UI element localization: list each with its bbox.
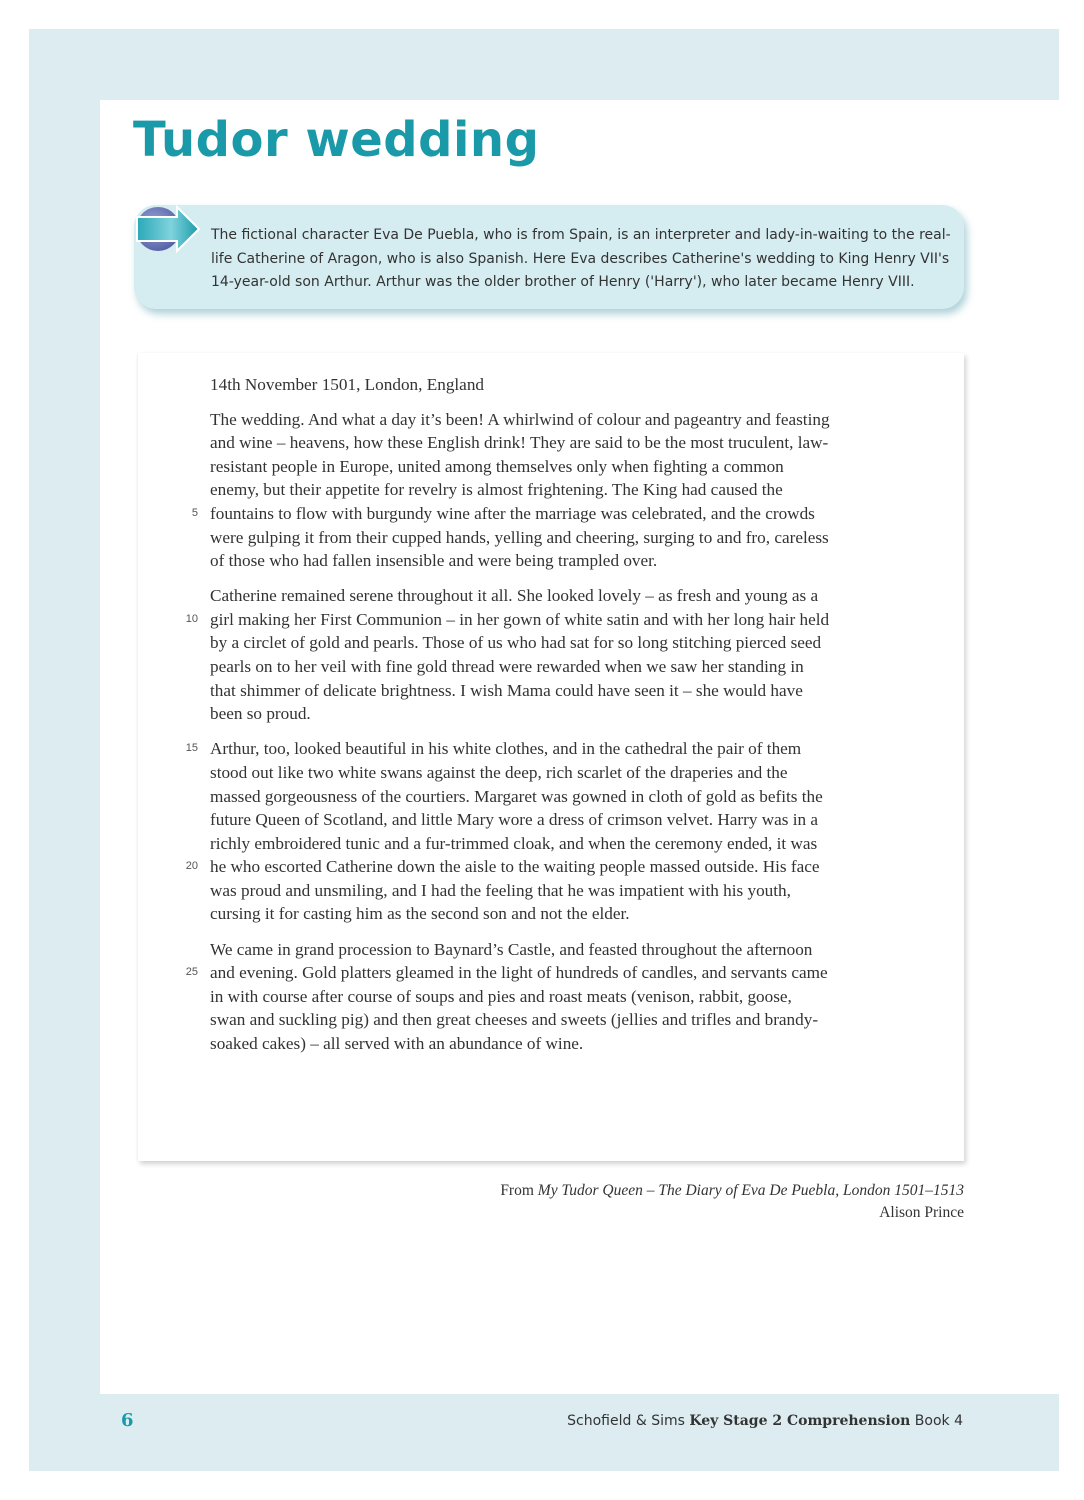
line-number: 20 [185, 860, 198, 873]
footer-credit [567, 1413, 963, 1429]
footer-series: Key Stage 2 Comprehension [689, 1413, 911, 1429]
paragraph-1 [191, 408, 830, 573]
footer-book: Book 4 [914, 1413, 963, 1429]
arrow-right-icon [133, 205, 203, 253]
paragraph-3 [185, 737, 830, 926]
page-title: Tudor wedding [133, 112, 540, 168]
paragraph-text: Arthur, too, looked beautiful in his white clothes, and in the cathedral the pair of them stood out like two white swans against the deep, rich scarlet of the draperies and the massed gorgeousness of the courtiers. Margaret was gowned in cloth of gold as befits the future Queen of Scotland, and little Mary wore a dress of crimson velvet. Harry was in a richly embroidered tunic and a fur-trimmed cloak, and when the ceremony ended, it was he who escorted Catherine down the aisle to the waiting people massed outside. His face was proud and unsmiling, and I had the feeling that he was impatient with his youth, cursing it for casting him as the second son and not the elder. [210, 739, 823, 924]
line-number: 5 [191, 506, 198, 519]
source-citation [500, 1180, 964, 1224]
source-author: Alison Prince [879, 1204, 964, 1221]
line-number: 15 [185, 742, 198, 755]
paragraph-text: Catherine remained serene throughout it all. She looked lovely – as fresh and young as a girl making her First Communion – in her gown of white satin and with her long hair held by a circlet of gold and pearls. Those of us who had sat for so long stitching pierced seed pearls on to her veil with fine gold thread were rewarded when we saw her standing in that shimmer of delicate brightness. I wish Mama could have seen it – she would have been so proud. [210, 586, 830, 724]
line-number: 25 [185, 966, 198, 979]
passage-body [185, 373, 830, 1067]
source-book-title: My Tudor Queen – The Diary of Eva De Puebla, London 1501–1513 [537, 1182, 964, 1199]
passage-card [138, 353, 964, 1161]
paragraph-4 [185, 938, 830, 1056]
footer-publisher: Schofield & Sims [567, 1413, 685, 1429]
diary-dateline: 14th November 1501, London, England [210, 375, 485, 394]
intro-text: The fictional character Eva De Puebla, who is from Spain, is an interpreter and lady-in-waiting to the real-life Catherine of Aragon, who is also Spanish. Here Eva describes Catherine's wedding to King Henry VII's 14-year-old son Arthur. Arthur was the older brother of Henry ('Harry'), who later became Henry VIII. [211, 227, 951, 290]
source-title-line [500, 1180, 964, 1202]
paragraph-text: The wedding. And what a day it’s been! A whirlwind of colour and pageantry and feasting and wine – heavens, how these English drink! They are said to be the most truculent, law-resistant people in Europe, united among themselves only when fighting a common enemy, but their appetite for revelry is almost frightening. The King had caused the fountains to flow with burgundy wine after the marriage was celebrated, and the crowds were gulping it from their cupped hands, yelling and cheering, surging to and fro, careless of those who had fallen insensible and were being trampled over. [210, 409, 830, 571]
paragraph-2 [185, 584, 830, 726]
line-number: 10 [185, 612, 198, 625]
page-number: 6 [121, 1410, 134, 1431]
source-from: From [500, 1182, 538, 1199]
paragraph-text: We came in grand procession to Baynard’s Castle, and feasted throughout the afternoon and evening. Gold platters gleamed in the light of hundreds of candles, and servants came in with course after course of soups and pies and roast meats (venison, rabbit, goose, swan and suckling pig) and then great cheeses and sweets (jellies and trifles and brandy-soaked cakes) – all served with an abundance of wine. [210, 939, 828, 1053]
